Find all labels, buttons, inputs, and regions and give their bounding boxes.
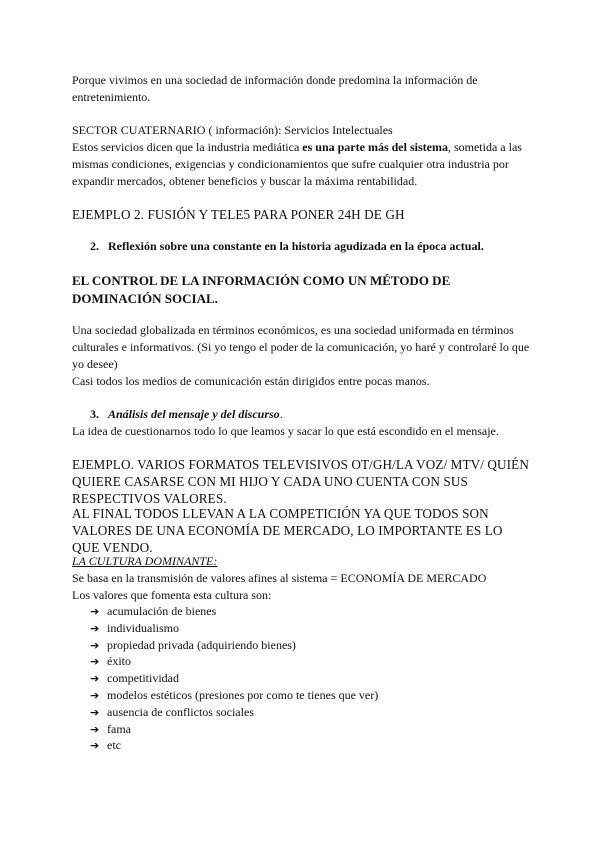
arrow-icon: ➔ [90,605,100,618]
list-item-text: competitividad [107,671,179,686]
list-item [90,670,378,687]
section3-heading [90,406,283,423]
example2-line [72,206,532,223]
list-item [90,687,378,704]
list-item-text: acumulación de bienes [107,604,217,618]
section3-paragraph [72,423,532,440]
section3-title-end: . [279,407,283,421]
intro-paragraph [72,72,532,106]
culture-values-list [90,603,378,754]
list-item [90,653,378,670]
control-paragraph-1-text: Una sociedad globalizada en términos económicos, es una sociedad uniformada en términos culturales e informativos. (Si yo tengo el poder de la comunicación, yo haré y controlaré lo que yo desee) [72,323,530,371]
arrow-icon: ➔ [90,739,100,753]
control-heading-text: EL CONTROL DE LA INFORMACIÓN COMO UN MÉTODO DE DOMINACIÓN SOCIAL. [72,273,451,306]
example-formats-line1: EJEMPLO. VARIOS FORMATOS TELEVISIVOS OT/GH/LA VOZ/ MTV/ QUIÉN QUIERE CASARSE CON MI HIJO Y CADA UNO CUENTA CON SUS RESPECTIVOS VALORES. [72,457,529,506]
list-item-text: etc [107,738,121,753]
control-paragraph-2 [72,373,532,390]
example-formats-paragraph-1 [72,456,532,507]
list-item-text: ausencia de conflictos sociales [107,704,254,719]
control-paragraph-1 [72,322,532,373]
arrow-icon: ➔ [90,621,100,635]
control-heading [72,272,532,308]
example-formats-line2: AL FINAL TODOS LLEVAN A LA COMPETICIÓN YA QUE TODOS SON VALORES DE UNA ECONOMÍA DE MERCADO, LO IMPORTANTE ES LO QUE VENDO. [72,506,503,555]
list-item [90,603,378,620]
intro-text: Porque vivimos en una sociedad de información donde predomina la información de entretenimiento. [72,73,478,104]
list-item-text: modelos estéticos (presiones por como te tienes que ver) [107,687,379,702]
section2-heading [90,238,484,255]
list-item-text: individualismo [107,620,179,635]
sector-heading-text: SECTOR CUATERNARIO ( información): Servicios Intelectuales [72,123,393,137]
list-item [90,737,378,754]
culture-line-2-text: Los valores que fomenta esta cultura son: [72,588,272,602]
section3-number: 3. [90,407,99,421]
example2-text: EJEMPLO 2. FUSIÓN Y TELE5 PARA PONER 24H DE GH [72,207,405,222]
arrow-icon: ➔ [90,655,100,669]
example-formats-paragraph-2 [72,505,532,556]
section2-title: Reflexión sobre una constante en la historia agudizada en la época actual. [108,239,484,253]
arrow-icon: ➔ [90,688,100,702]
control-paragraph-2-text: Casi todos los medios de comunicación están dirigidos entre pocas manos. [72,374,430,388]
culture-line-1-text: Se basa en la transmisión de valores afines al sistema = ECONOMÍA DE MERCADO [72,571,487,585]
arrow-icon: ➔ [90,722,100,736]
list-item [90,704,378,721]
list-item-text: fama [107,721,131,736]
arrow-icon: ➔ [90,705,100,719]
list-item [90,721,378,738]
culture-line-1 [72,570,532,587]
sector-heading [72,122,532,139]
culture-heading-text: LA CULTURA DOMINANTE: [72,554,218,568]
list-item [90,637,378,654]
section3-title: Análisis del mensaje y del discurso [108,407,280,421]
sector-text-after: , sometida a las mismas condiciones, exigencias y condicionamientos que sufre cualquier otra industria por expandir mercados, obtener beneficios y buscar la máxima rentabilidad. [72,140,522,188]
list-item [90,620,378,637]
arrow-icon: ➔ [90,638,100,652]
arrow-icon: ➔ [90,672,100,686]
culture-heading [72,553,532,570]
sector-paragraph [72,139,532,190]
sector-text-bold: es una parte más del sistema [302,140,448,154]
sector-text-before: Estos servicios dicen que la industria mediática [72,140,303,154]
section3-text: La idea de cuestionarnos todo lo que leamos y sacar lo que está escondido en el mensaje. [72,424,499,438]
list-item-text: éxito [107,654,131,669]
list-item-text: propiedad privada (adquiriendo bienes) [107,637,296,652]
section2-number: 2. [90,239,99,253]
culture-line-2 [72,587,532,604]
